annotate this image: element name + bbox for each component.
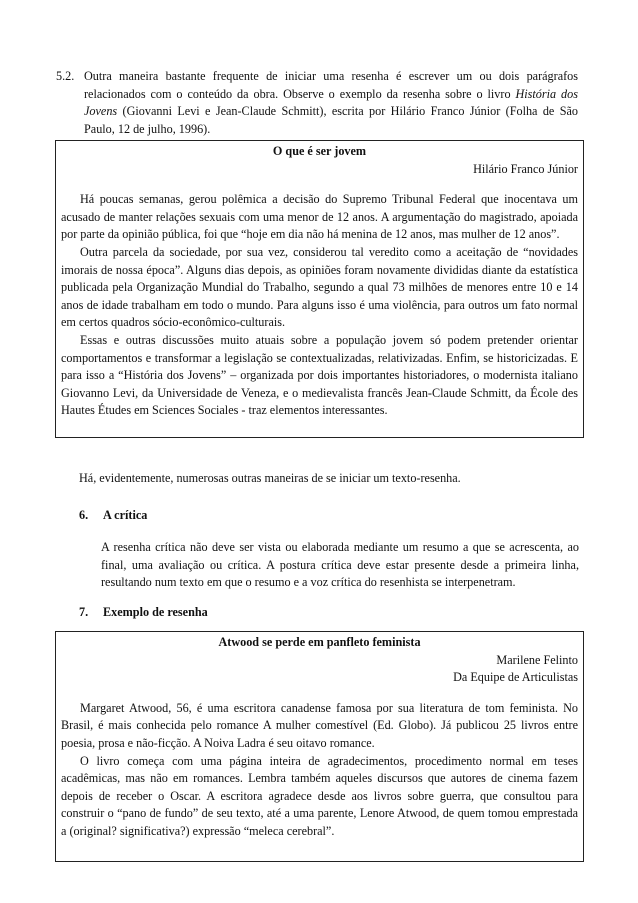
box1-title: O que é ser jovem	[272, 144, 367, 158]
box1-paragraph-1: Há poucas semanas, gerou polêmica a decisão do Supremo Tribunal Federal que inocentava um acusado de manter relações sexuais com uma menor de 12 anos. A argumentação do magistrado, apoiada por parte da opinião pública, foi que “hoje em dia não há menina de 12 anos, mas mulher de 12 anos”.	[61, 192, 578, 242]
box2-paragraph-1: Margaret Atwood, 56, é uma escritora canadense famosa por sua literatura de tom feminista. No Brasil, é mais conhecida pelo romance A mulher comestível (Ed. Globo). Já publicou 25 livros entre poesia, prosa e não-ficção. A Noiva Ladra é seu oitavo romance.	[61, 700, 578, 750]
intro-book-title: História dos Jovens	[84, 86, 578, 119]
intro-text-plain: Outra maneira bastante frequente de iniciar uma resenha é escrever um ou dois parágrafos relacionados com o conteúdo da obra. Observe o exemplo da resenha sobre o livro	[84, 69, 578, 101]
other-ways-text: Há, evidentemente, numerosas outras maneiras de se iniciar um texto-resenha.	[79, 471, 461, 485]
box2-paragraph-2: O livro começa com uma página inteira de agradecimentos, procedimento normal em teses acadêmicas, mas não em romances. Lembra também aqueles discursos que autores de cinema fazem depois de receber o Oscar. A escritora agradece desde aos livros sobre guerra, que consultou para construir o “pano de fundo” de seu texto, até a uma parente, Lenore Atwood, de quem tomou emprestada a (original? significativa?) expressão “meleca cerebral”.	[61, 753, 578, 838]
section-6-number: 6.	[79, 508, 89, 522]
section-7-heading	[79, 604, 579, 622]
intro-paragraph	[56, 68, 578, 138]
box2-spacer	[61, 687, 578, 700]
box2-title: Atwood se perde em panfleto feminista	[218, 635, 421, 649]
box1-spacer	[61, 178, 578, 191]
section-7-number: 7.	[79, 605, 89, 619]
intro-text	[56, 68, 578, 138]
review-box-1	[55, 140, 584, 438]
box2-author: Marilene Felinto	[496, 652, 578, 667]
section-6-heading	[79, 507, 579, 525]
box1-author: Hilário Franco Júnior	[473, 161, 578, 176]
section-7-title: Exemplo de resenha	[103, 605, 208, 619]
section-6-title: A crítica	[103, 508, 148, 522]
box1-paragraph-2: Outra parcela da sociedade, por sua vez, considerou tal veredito como a aceitação de “novidades imorais de nossa época”. Alguns dias depois, as opiniões foram novamente divididas diante da estatística publicada pela Organização Mundial do Trabalho, segundo a qual 73 milhões de menores entre 10 e 14 anos de idade trabalham em todo o mundo. Para alguns isso é uma violência, para outros um fato normal em certos quadros sócio-econômico-culturais.	[61, 244, 578, 330]
review-box-2	[55, 631, 584, 862]
intro-number: 5.2.	[56, 69, 75, 83]
box1-paragraph-3: Essas e outras discussões muito atuais sobre a população jovem só podem pretender orientar comportamentos e transformar a legislação se contextualizadas, relativizadas. Enfim, se historicizadas. E para isso a “História dos Jovens” – organizada por dois importantes historiadores, o modernista italiano Giovanno Levi, da Universidade de Veneza, e o medievalista francês Jean-Claude Schmitt, da École des Hautes Études em Sciences Sociales - traz elementos interessantes.	[61, 332, 578, 418]
intro-text-after: (Giovanni Levi e Jean-Claude Schmitt), escrita por Hilário Franco Júnior (Folha de São Paulo, 12 de julho, 1996).	[84, 104, 578, 136]
box2-affiliation: Da Equipe de Articulistas	[453, 670, 578, 685]
section-6-text: A resenha crítica não deve ser vista ou elaborada mediante um resumo a que se acrescenta, ao final, uma avaliação ou crítica. A postura crítica deve estar presente desde a primeira linha, resultando num texto em que o resumo e a voz crítica do resenhista se interpenetram.	[101, 540, 579, 590]
